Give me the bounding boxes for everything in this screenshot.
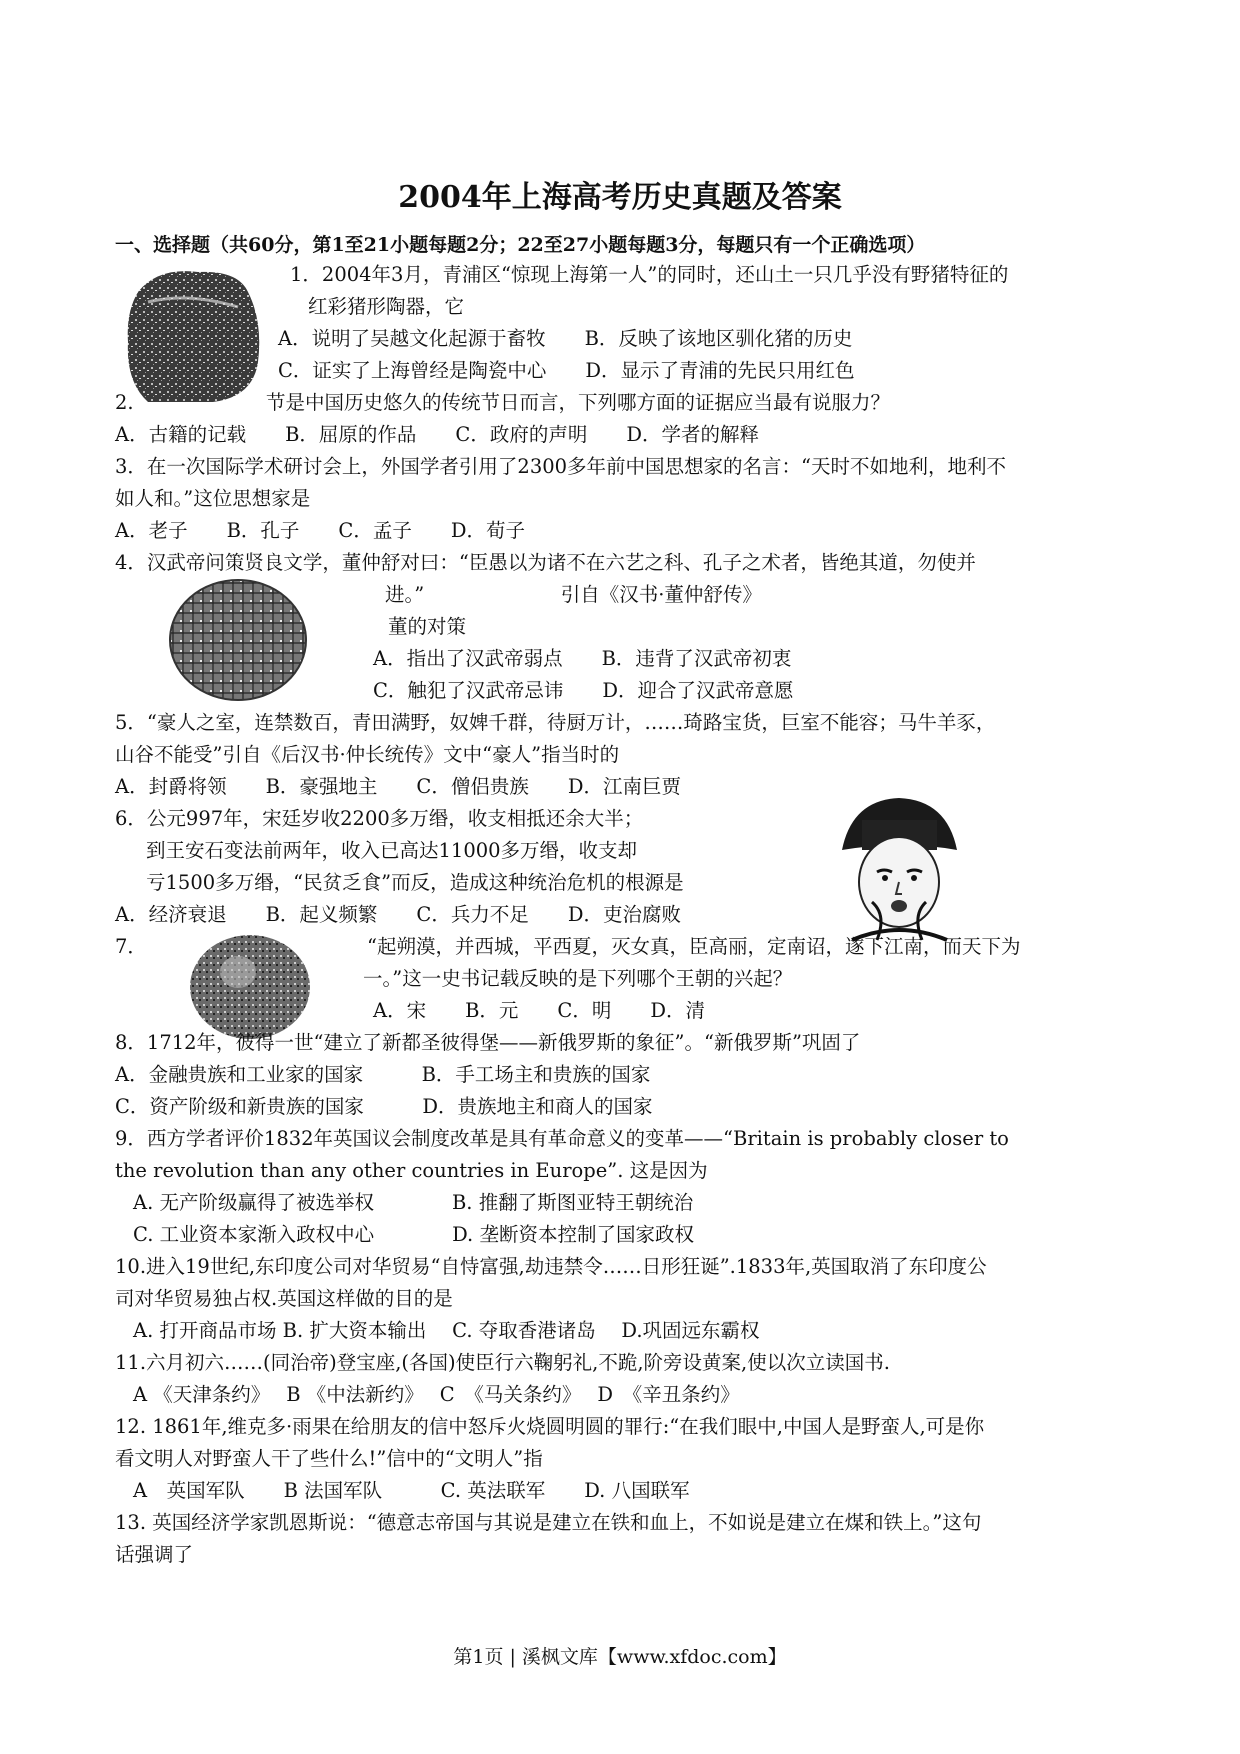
q8-line: 8．1712年，彼得一世“建立了新都圣彼得堡——新俄罗斯的象征”。“新俄罗斯”巩固了 (115, 1031, 861, 1054)
q1-options: A．说明了吴越文化起源于畜牧 B．反映了该地区驯化猪的历史 (278, 327, 853, 350)
q6-options: A．经济衰退 B．起义频繁 C．兵力不足 D．吏治腐败 (115, 903, 681, 926)
q4-line: 董的对策 (388, 615, 467, 638)
q7-line: “起朔漠，并西城，平西夏，灭女真，臣高丽，定南诏，遂下江南，而天下为 (367, 935, 1021, 958)
q4-options: A．指出了汉武帝弱点 B．违背了汉武帝初衷 (373, 647, 792, 670)
q10-options: A. 打开商品市场 B. 扩大资本输出 C. 夺取香港诸岛 D.巩固远东霸权 (133, 1319, 760, 1342)
scroll-illustration (168, 578, 308, 703)
q3-line: 3．在一次国际学术研讨会上，外国学者引用了2300多年前中国思想家的名言：“天时不如地利，地利不 (115, 455, 1007, 478)
q2-options: A．古籍的记载 B．屈原的作品 C．政府的声明 D．学者的解释 (115, 423, 759, 446)
q11-options: A 《天津条约》 B 《中法新约》 C 《马关条约》 D 《辛丑条约》 (133, 1383, 740, 1406)
q4-options: C．触犯了汉武帝忌讳 D．迎合了汉武帝意愿 (373, 679, 794, 702)
q12-options: A 英国军队 B 法国军队 C. 英法联军 D. 八国联军 (133, 1479, 690, 1502)
pottery-photo (118, 262, 268, 412)
q1-line: 1．2004年3月，青浦区“惊现上海第一人”的同时，还山土一只几乎没有野猪特征的 (290, 263, 1009, 286)
q9-options: C. 工业资本家渐入政权中心 D. 垄断资本控制了国家政权 (133, 1223, 694, 1246)
q8-options: C．资产阶级和新贵族的国家 D．贵族地主和商人的国家 (115, 1095, 653, 1118)
section-heading: 一、选择题（共60分，第1至21小题每题2分；22至27小题每题3分，每题只有一个正确选项） (115, 234, 926, 256)
q1-options: C．证实了上海曾经是陶瓷中心 D．显示了青浦的先民只用红色 (278, 359, 855, 382)
q6-line: 到王安石变法前两年，收入已高达11000多万缗，收支却 (146, 839, 638, 862)
q9-line: 9．西方学者评价1832年英国议会制度改革是具有革命意义的变革——“Britain is probably closer to (115, 1127, 1009, 1150)
q6-line: 6．公元997年，宋廷岁收2200多万缗，收支相抵还余大半； (115, 807, 644, 830)
q2-number: 2. (115, 391, 134, 414)
q4-line: 进。” 引自《汉书·董仲舒传》 (385, 583, 762, 606)
mongol-illustration (188, 932, 313, 1042)
q10-line: 10.进入19世纪,东印度公司对华贸易“自恃富强,劫违禁令……日形狂诞”.1833年,英国取消了东印度公 (115, 1255, 987, 1278)
q7-number: 7． (115, 935, 147, 958)
q3-line: 如人和。”这位思想家是 (115, 487, 311, 510)
q9-line: the revolution than any other countries in Europe”. 这是因为 (115, 1159, 708, 1182)
q6-line: 亏1500多万缗，“民贫乏食”而反，造成这种统治危机的根源是 (146, 871, 684, 894)
q5-line: 5．“豪人之室，连禁数百，青田满野，奴婢千群，待厨万计，……琦路宝货，巨室不能容；马牛羊豕， (115, 711, 996, 734)
page-title: 2004年上海高考历史真题及答案 (398, 180, 842, 215)
q7-line: 一。”这一史书记载反映的是下列哪个王朝的兴起？ (363, 967, 793, 990)
q4-line: 4．汉武帝问策贤良文学，董仲舒对曰：“臣愚以为诸不在六艺之科、孔子之术者，皆绝其道，勿使并 (115, 551, 976, 574)
q3-options: A．老子 B．孔子 C．孟子 D．荀子 (115, 519, 525, 542)
q5-line: 山谷不能受”引自《后汉书·仲长统传》文中“豪人”指当时的 (115, 743, 620, 766)
q9-options: A. 无产阶级赢得了被选举权 B. 推翻了斯图亚特王朝统治 (133, 1191, 694, 1214)
q8-options: A．金融贵族和工业家的国家 B．手工场主和贵族的国家 (115, 1063, 651, 1086)
q12-line: 12. 1861年,维克多·雨果在给朋友的信中怒斥火烧圆明圆的罪行:“在我们眼中,中国人是野蛮人,可是你 (115, 1415, 985, 1438)
q1-line: 红彩猪形陶器，它 (308, 295, 465, 318)
official-portrait (832, 790, 967, 945)
q7-options: A．宋 B．元 C．明 D．清 (373, 999, 705, 1022)
q5-options: A．封爵将领 B．豪强地主 C．僧侣贵族 D．江南巨贾 (115, 775, 681, 798)
q13-line: 13. 英国经济学家凯恩斯说：“德意志帝国与其说是建立在铁和血上，不如说是建立在煤和铁上。”这句 (115, 1511, 982, 1534)
q12-line: 看文明人对野蛮人干了些什么!”信中的“文明人”指 (115, 1447, 543, 1470)
q13-line: 话强调了 (115, 1543, 194, 1566)
q10-line: 司对华贸易独占权.英国这样做的目的是 (115, 1287, 453, 1310)
page-footer: 第1页 | 溪枫文库【www.xfdoc.com】 (453, 1646, 787, 1668)
q11-line: 11.六月初六……(同治帝)登宝座,(各国)使臣行六鞠躬礼,不跪,阶旁设黄案,使以次立读国书. (115, 1351, 890, 1374)
q2-line: 节是中国历史悠久的传统节日而言，下列哪方面的证据应当最有说服力？ (266, 391, 891, 414)
